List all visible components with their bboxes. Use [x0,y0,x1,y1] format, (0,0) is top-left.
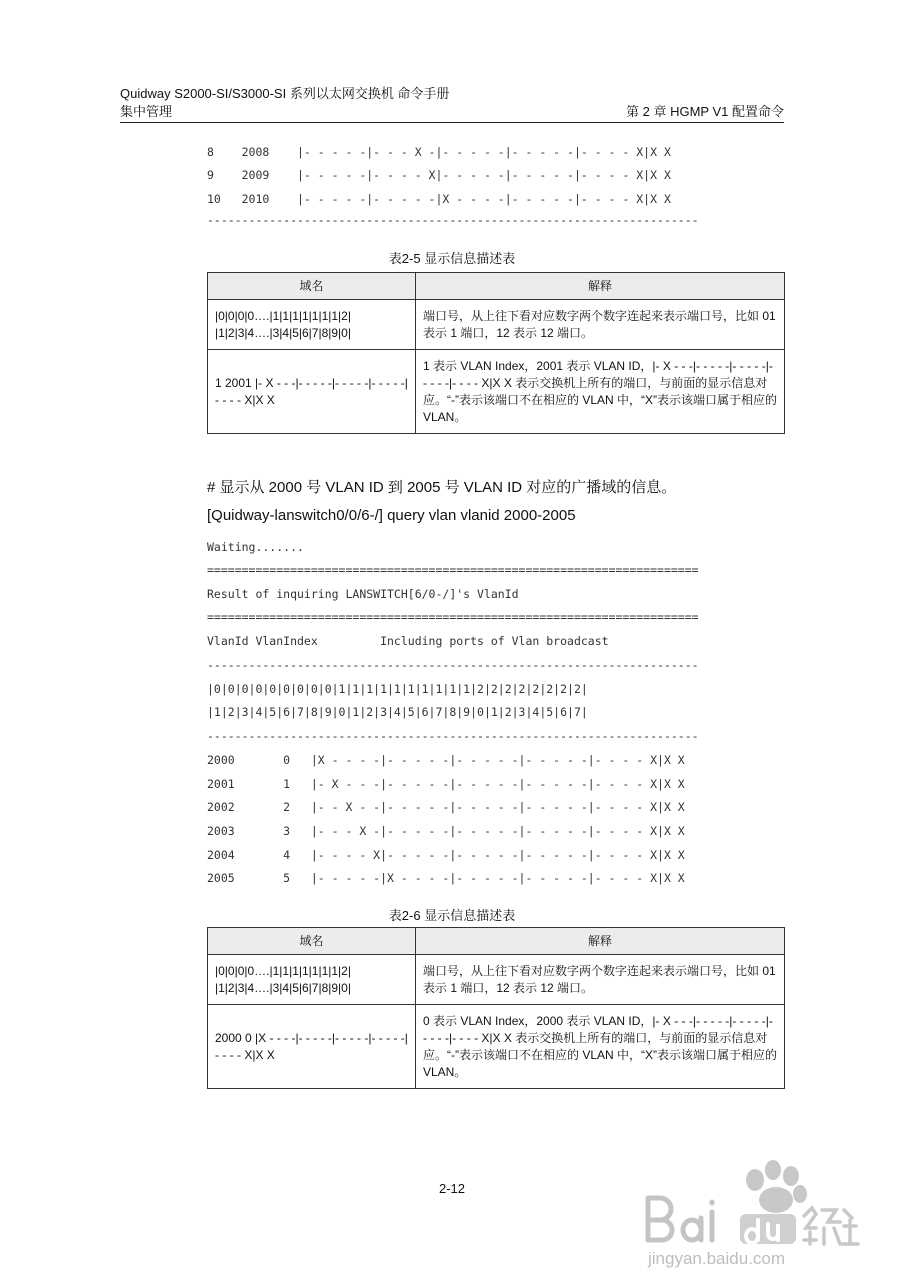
command-line: [Quidway-lanswitch0/0/6-/] query vlan vlanid 2000-2005 [207,507,576,524]
table-header-row [208,928,785,955]
section-right: 第 2 章 HGMP V1 配置命令 [626,104,784,119]
code-rule: ----------------------------------------------------------------------- [207,658,699,672]
description-table [207,927,785,1089]
header-divider [120,122,784,123]
table-header-desc: 解释 [416,273,785,300]
logo-chinese [804,1208,858,1244]
code-line: 2004 4 |- - - - X|- - - - -|- - - - -|- - - - -|- - - - X|X X [207,848,685,862]
code-line: 2002 2 |- - X - -|- - - - -|- - - - -|- - - - -|- - - - X|X X [207,800,685,814]
code-rule: ======================================================================= [207,563,699,577]
code-line: 9 2009 |- - - - -|- - - - X|- - - - -|- - - - -|- - - - X|X X [207,168,671,182]
code-line: 2000 0 |X - - - -|- - - - -|- - - - -|- - - - -|- - - - X|X X [207,753,685,767]
table-cell-desc: 0 表示 VLAN Index，2000 表示 VLAN ID，|- X - - -|- - - - -|- - - - -|- - - - -|- - - - X|X X 表示交换机上所有的端口，与前面的显示信息对应。“-”表示该端口不在相应的 VLAN 中，“X”表示该端口属于相应的 VLAN。 [416,1005,785,1089]
code-line: Result of inquiring LANSWITCH[6/0-/]'s VlanId [207,587,519,601]
code-line: 10 2010 |- - - - -|- - - - -|X - - - -|- - - - -|- - - - X|X X [207,192,671,206]
code-rule: ----------------------------------------------------------------------- [207,729,699,743]
code-line: VlanId VlanIndex Including ports of Vlan broadcast [207,634,609,648]
code-line: Waiting....... [207,540,304,554]
table-header-field: 域名 [208,273,416,300]
table-row [208,300,785,350]
table-cell-desc: 1 表示 VLAN Index，2001 表示 VLAN ID，|- X - - -|- - - - -|- - - - -|- - - - -|- - - - X|X X 表示交换机上所有的端口，与前面的显示信息对应。“-”表示该端口不在相应的 VLAN 中，“X”表示该端口属于相应的 VLAN。 [416,350,785,434]
watermark-url: jingyan.baidu.com [648,1249,786,1268]
table-cell-field: 2000 0 |X - - - -|- - - - -|- - - - -|- - - - -|- - - - X|X X [208,1005,416,1089]
code-line: 2003 3 |- - - X -|- - - - -|- - - - -|- - - - -|- - - - X|X X [207,824,685,838]
code-rule: ----------------------------------------------------------------------- [207,213,699,227]
table-cell-field: |0|0|0|0….|1|1|1|1|1|1|1|2| |1|2|3|4….|3|4|5|6|7|8|9|0| [208,300,416,350]
logo-letters [648,1198,712,1240]
table-cell-desc: 端口号，从上往下看对应数字两个数字连起来表示端口号，比如 01 表示 1 端口，12 表示 12 端口。 [416,955,785,1005]
code-line: 2005 5 |- - - - -|X - - - -|- - - - -|- - - - -|- - - - X|X X [207,871,685,885]
code-line: 8 2008 |- - - - -|- - - X -|- - - - -|- - - - -|- - - - X|X X [207,145,671,159]
paw-icon [746,1160,807,1213]
table-row [208,350,785,434]
code-line: |1|2|3|4|5|6|7|8|9|0|1|2|3|4|5|6|7|8|9|0|1|2|3|4|5|6|7| [207,705,588,719]
table-row [208,955,785,1005]
table-cell-field: |0|0|0|0….|1|1|1|1|1|1|1|2| |1|2|3|4….|3|4|5|6|7|8|9|0| [208,955,416,1005]
table-caption: 表2-6 显示信息描述表 [388,908,516,923]
section-left: 集中管理 [120,104,173,119]
paragraph: # 显示从 2000 号 VLAN ID 到 2005 号 VLAN ID 对应的广播域的信息。 [207,479,677,496]
code-line: 2001 1 |- X - - -|- - - - -|- - - - -|- - - - -|- - - - X|X X [207,777,685,791]
table-header-row [208,273,785,300]
table-header-desc: 解释 [416,928,785,955]
code-rule: ======================================================================= [207,610,699,624]
code-line: |0|0|0|0|0|0|0|0|0|1|1|1|1|1|1|1|1|1|1|2|2|2|2|2|2|2|2| [207,682,588,696]
description-table [207,272,785,434]
table-cell-field: 1 2001 |- X - - -|- - - - -|- - - - -|- - - - -|- - - - X|X X [208,350,416,434]
table-cell-desc: 端口号，从上往下看对应数字两个数字连起来表示端口号，比如 01 表示 1 端口，12 表示 12 端口。 [416,300,785,350]
document-title: Quidway S2000-SI/S3000-SI 系列以太网交换机 命令手册 [120,86,450,101]
page-number: 2-12 [438,1181,466,1196]
baidu-jingyan-watermark [640,1148,860,1268]
table-caption: 表2-5 显示信息描述表 [388,251,516,266]
table-row [208,1005,785,1089]
table-header-field: 域名 [208,928,416,955]
